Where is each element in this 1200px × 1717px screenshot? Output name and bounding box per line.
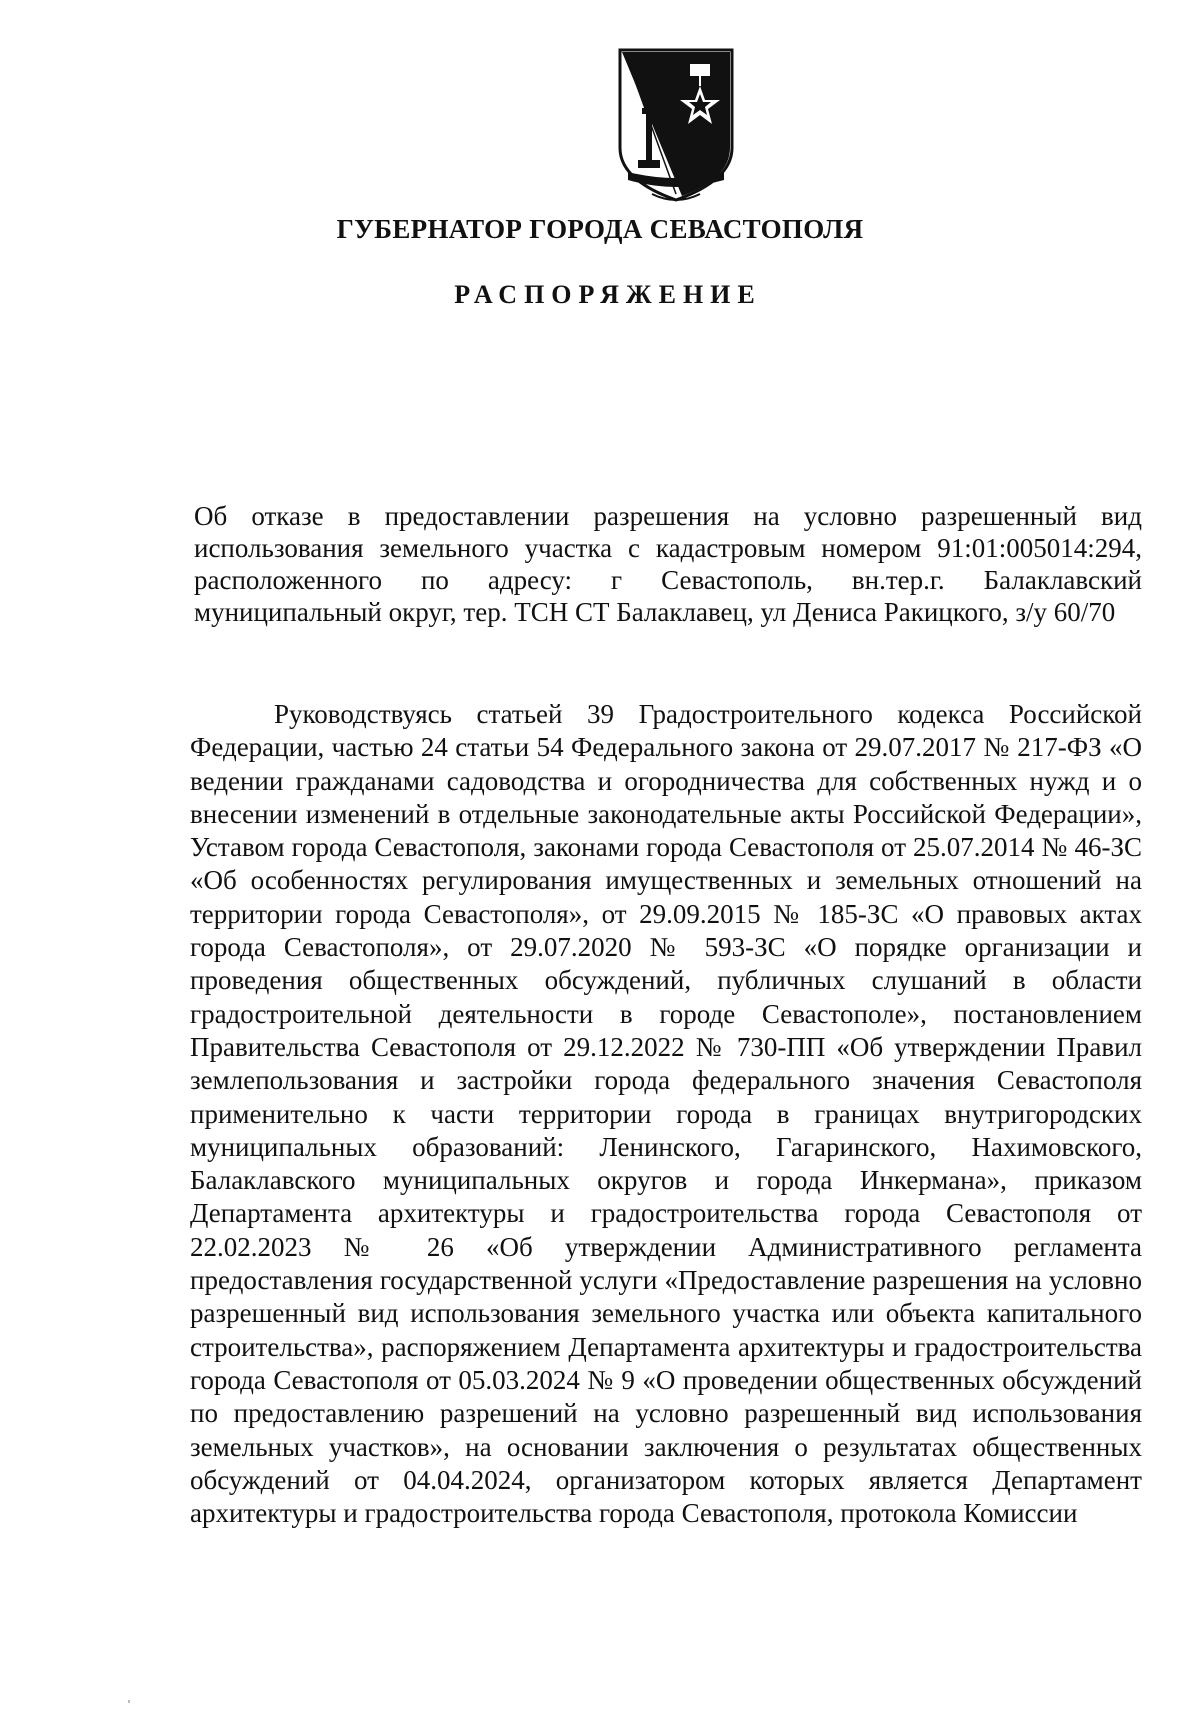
document-subject: Об отказе в предоставлении разрешения на условно разрешенный вид использования земельного участка с кадастровым номером 91:01:005014:294, расположенного по адресу: г Севастополь, вн.тер.г. Балаклавский муниципальный округ, тер. ТСН СТ Балаклавец, ул Дениса Ракицкого, з/у 60/70 <box>194 501 1142 627</box>
document-body-paragraph: Руководствуясь статьей 39 Градостроительного кодекса Российской Федерации, частью 24 статьи 54 Федерального закона от 29.07.2017 № 217-ФЗ «О ведении гражданами садоводства и огородничества для собственных нужд и о внесении изменений в отдельные законодательные акты Российской Федерации», Уставом города Севастополя, законами города Севастополя от 25.07.2014 № 46-ЗС «Об особенностях регулирования имущественных и земельных отношений на территории города Севастополя», от 29.09.2015 № 185-ЗС «О правовых актах города Севастополя», от 29.07.2020 № 593-ЗС «О порядке организации и проведения общественных обсуждений, публичных слушаний в области градостроительной деятельности в городе Севастополе», постановлением Правительства Севастополя от 29.12.2022 № 730-ПП «Об утверждении Правил землепользования и застройки города федерального значения Севастополя применительно к части территории города в границах внутригородских муниципальных образований: Ленинского, Гагаринского, Нахимовского, Балаклавского муниципальных округов и города Инкермана», приказом Департамента архитектуры и градостроительства города Севастополя от 22.02.2023 № 26 «Об утверждении Административного регламента предоставления государственной услуги «Предоставление разрешения на условно разрешенный вид использования земельного участка или объекта капитального строительства», распоряжением Департамента архитектуры и градостроительства города Севастополя от 05.03.2024 № 9 «О проведении общественных обсуждений по предоставлению разрешений на условно разрешенный вид использования земельных участков», на основании заключения о результатах общественных обсуждений от 04.04.2024, организатором которых является Департамент архитектуры и градостроительства города Севастополя, протокола Комиссии <box>190 699 1142 1529</box>
issuing-authority-heading: ГУБЕРНАТОР ГОРОДА СЕВАСТОПОЛЯ <box>336 214 864 244</box>
sevastopol-coat-of-arms-icon <box>612 44 740 206</box>
scan-artifact <box>128 1700 130 1703</box>
document-type-heading: РАСПОРЯЖЕНИЕ <box>454 280 762 309</box>
